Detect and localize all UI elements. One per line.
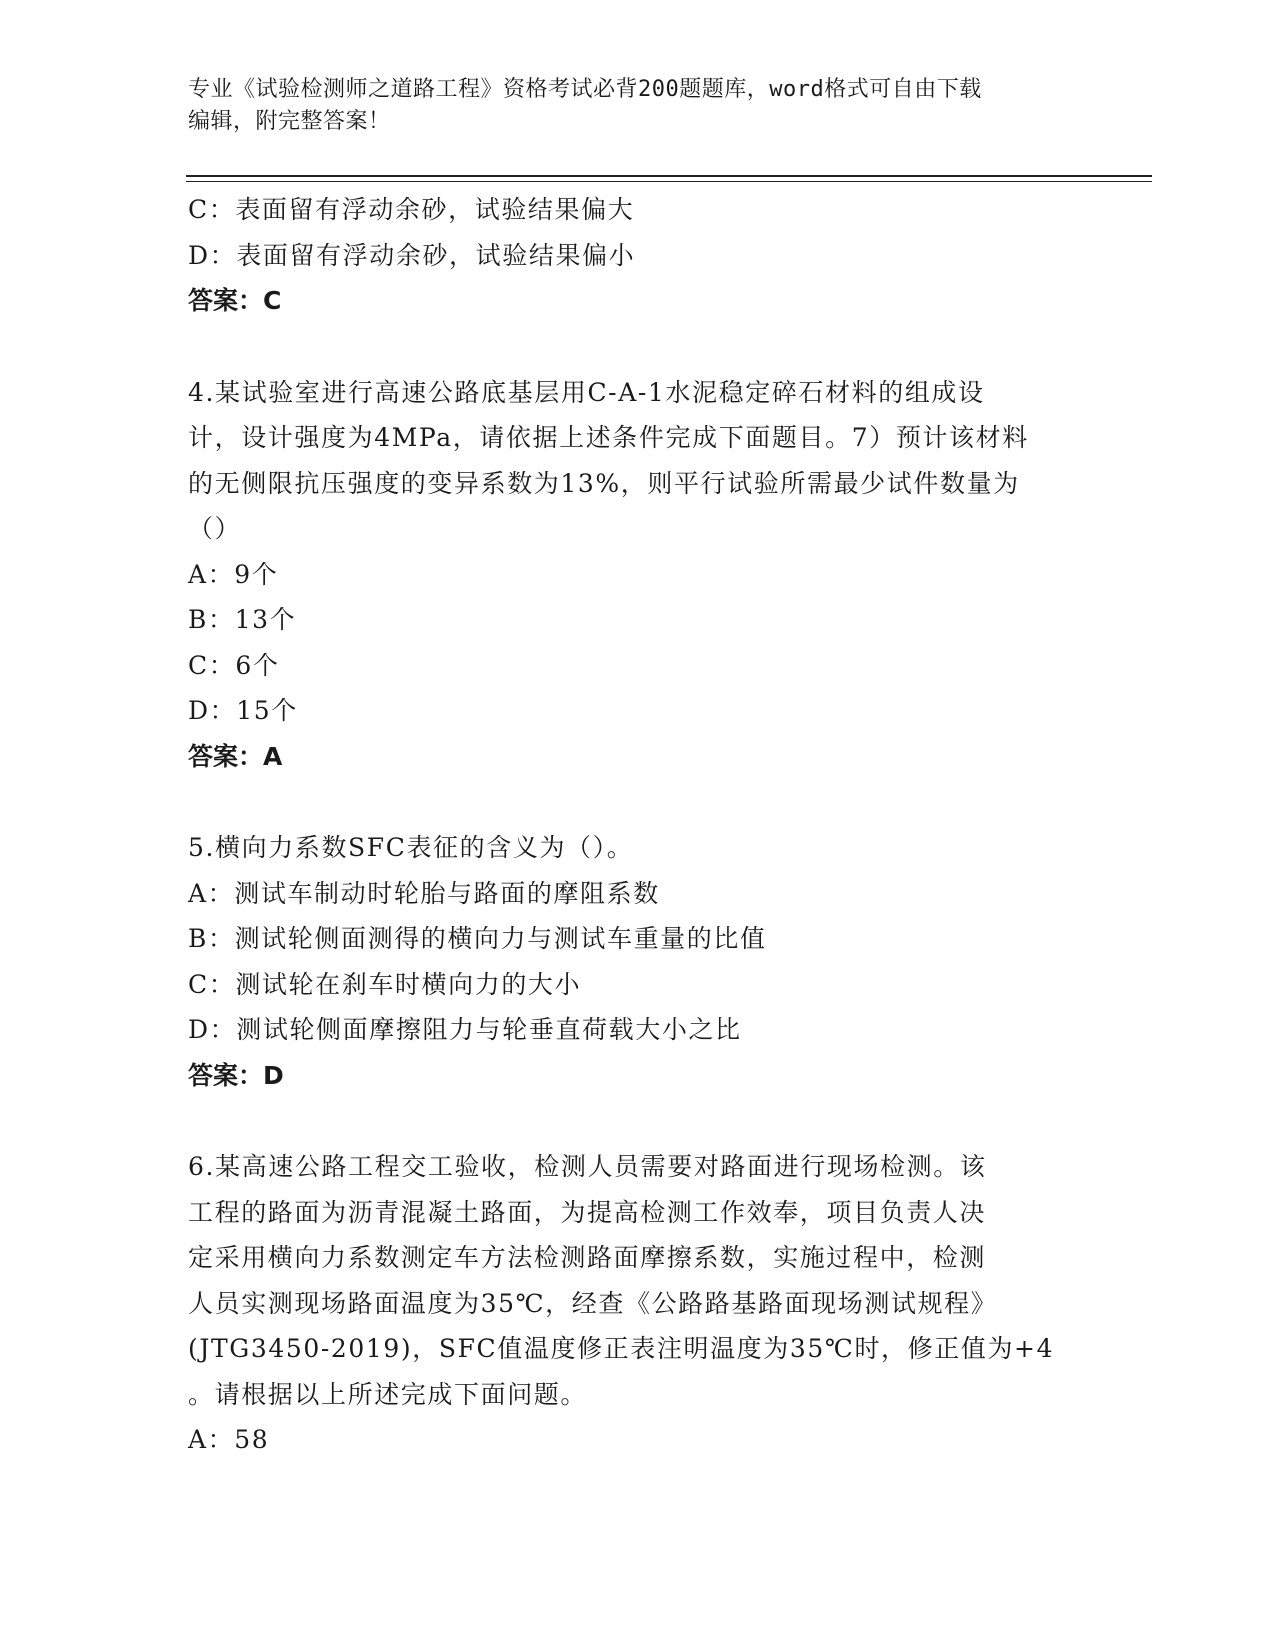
q5-option-c: C：测试轮在刹车时横向力的大小 (188, 969, 582, 999)
q6-stem-line: 。请根据以上所述完成下面问题。 (188, 1379, 588, 1409)
q6-stem-line: 工程的路面为沥青混凝土路面，为提高检测工作效奉，项目负责人决 (188, 1197, 987, 1227)
q5-stem-line: 5.横向力系数SFC表征的含义为（）。 (188, 833, 634, 862)
q3-answer: 答案：C (188, 286, 282, 315)
q6-stem-line: 人员实测现场路面温度为35℃，经查《公路路基路面现场测试规程》 (188, 1288, 998, 1318)
question-5 (188, 825, 1088, 1098)
q3-option-c: C：表面留有浮动余砂，试验结果偏大 (188, 195, 635, 224)
q4-option-b: B：13个 (188, 605, 297, 634)
header-rule-thick (186, 175, 1152, 177)
q4-option-c: C：6个 (188, 650, 280, 680)
q6-option-a: A：58 (188, 1425, 270, 1454)
q4-stem-line: （） (188, 514, 242, 543)
q5-option-a: A：测试车制动时轮胎与路面的摩阻系数 (188, 878, 660, 908)
q3-option-d: D：表面留有浮动余砂，试验结果偏小 (188, 240, 636, 270)
header-line-1: 专业《试验检测师之道路工程》资格考试必背200题题库，word格式可自由下载 (188, 77, 982, 102)
q4-stem-line: 的无侧限抗压强度的变异系数为13%，则平行试验所需最少试件数量为 (188, 468, 1020, 498)
header-line-2: 编辑，附完整答案！ (188, 109, 391, 134)
question-6 (188, 1144, 1088, 1463)
q5-answer: 答案：D (188, 1060, 284, 1090)
q5-option-b: B：测试轮侧面测得的横向力与测试车重量的比值 (188, 924, 767, 953)
q6-stem-line: (JTG3450-2019)，SFC值温度修正表注明温度为35℃时，修正值为+4 (188, 1334, 1055, 1363)
q5-option-d: D：测试轮侧面摩擦阻力与轮垂直荷载大小之比 (188, 1015, 742, 1044)
q6-stem-line: 定采用横向力系数测定车方法检测路面摩擦系数，实施过程中，检测 (188, 1243, 987, 1272)
q4-option-d: D：15个 (188, 696, 298, 725)
q4-stem-line: 4.某试验室进行高速公路底基层用C-A-1水泥稳定碎石材料的组成设 (188, 377, 985, 407)
question-content (188, 187, 1088, 1463)
q4-answer: 答案：A (188, 741, 283, 771)
page-header (188, 74, 1088, 138)
header-rule-thin (186, 181, 1152, 182)
q6-stem-line: 6.某高速公路工程交工验收，检测人员需要对路面进行现场检测。该 (188, 1152, 987, 1181)
question-4 (188, 370, 1088, 780)
q4-stem-line: 计，设计强度为4MPa，请依据上述条件完成下面题目。7）预计该材料 (188, 423, 1029, 452)
q4-option-a: A：9个 (188, 559, 279, 589)
